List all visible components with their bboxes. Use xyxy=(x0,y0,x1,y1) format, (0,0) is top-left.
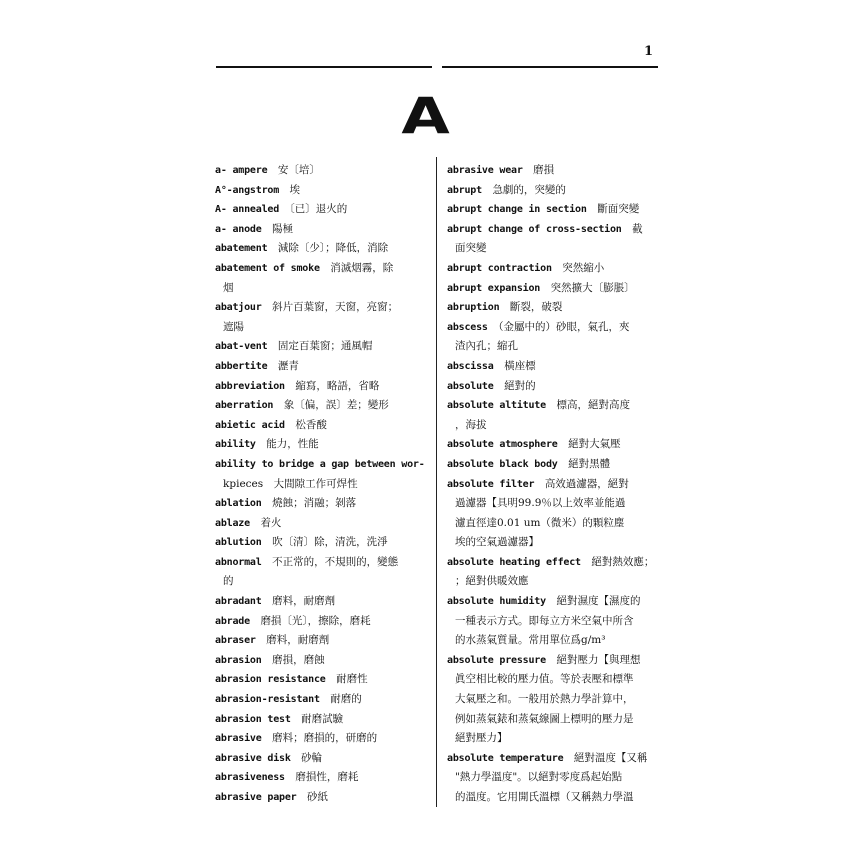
dictionary-entry xyxy=(215,749,435,769)
dictionary-entry xyxy=(215,533,435,553)
dictionary-entry xyxy=(447,514,667,534)
entry-continuation: 埃的空氣過濾器】 xyxy=(455,536,539,549)
entry-term: absolute atmosphere xyxy=(447,439,558,451)
header-rule-right xyxy=(442,66,658,68)
dictionary-entry xyxy=(215,200,435,220)
entry-continuation: 遮陽 xyxy=(223,320,244,333)
dictionary-entry xyxy=(447,729,667,749)
entry-term: ability xyxy=(215,439,256,451)
entry-definition: 截 xyxy=(632,222,643,235)
entry-definition: 耐磨試驗 xyxy=(301,712,344,725)
dictionary-entry xyxy=(215,553,435,592)
dictionary-entry xyxy=(447,592,667,631)
entry-definition: 縮寫，略語，省略 xyxy=(295,379,380,392)
entry-term: ablution xyxy=(215,537,262,549)
dictionary-entry xyxy=(447,161,667,181)
entry-continuation: 濾直徑達0.01 um（微米）的顆粒塵 xyxy=(455,516,625,529)
entry-definition: 絕對濕度【濕度的 xyxy=(556,595,641,608)
entry-term: a- anode xyxy=(215,223,262,235)
dictionary-entry xyxy=(447,533,667,553)
entry-continuation: 大氣壓之和。一般用於熱力學計算中， xyxy=(455,693,634,706)
entry-continuation: kpieces 大間隙工作可焊性 xyxy=(223,477,358,490)
dictionary-entry xyxy=(447,631,667,651)
entry-term: absolute black body xyxy=(447,458,558,470)
dictionary-entry xyxy=(215,494,435,514)
entry-definition: 砂輪 xyxy=(301,751,323,764)
entry-continuation: 的溫度。它用開氏溫標（又稱熱力學溫 xyxy=(455,791,634,803)
dictionary-entry xyxy=(447,475,667,514)
entry-definition: 磨損，磨蝕 xyxy=(272,653,325,666)
entry-definition: 耐磨的 xyxy=(330,693,362,706)
entry-term: abscissa xyxy=(447,360,494,372)
entry-definition: 急劇的，突變的 xyxy=(492,183,566,196)
entry-definition: 高效過濾器，絕對 xyxy=(544,477,629,490)
entry-term: A°-angstrom xyxy=(215,184,280,196)
entry-definition: 減除〔少〕；降低，消除 xyxy=(277,242,389,255)
entry-definition: 磨損 xyxy=(533,164,555,176)
dictionary-entry xyxy=(215,690,435,710)
dictionary-entry xyxy=(447,435,667,455)
entry-definition: 燒蝕；消融；剝落 xyxy=(272,497,357,510)
entry-definition: （金屬中的）砂眼，氣孔，夾 xyxy=(498,320,630,333)
entry-continuation: 烟 xyxy=(223,281,234,294)
entry-continuation: 過濾器【具明99.9％以上效率並能過 xyxy=(455,497,626,510)
dictionary-entry xyxy=(447,553,667,592)
dictionary-entry xyxy=(215,416,435,436)
entry-definition: 橫座標 xyxy=(504,359,536,372)
entry-term: abrasive wear xyxy=(447,165,523,176)
dictionary-entry xyxy=(215,651,435,671)
entry-term: absolute xyxy=(447,380,494,392)
entry-definition: 絕對壓力【與理想 xyxy=(556,653,641,666)
entry-term: abrasion xyxy=(215,654,262,666)
dictionary-entry xyxy=(447,298,667,318)
entry-definition: 磨損〔光〕，擦除，磨耗 xyxy=(260,614,371,627)
entry-term: abrasion-resistant xyxy=(215,694,320,706)
entry-definition: 標高，絕對高度 xyxy=(556,399,630,412)
entry-term: abietic acid xyxy=(215,419,285,431)
entry-term: abatjour xyxy=(215,302,262,314)
entry-definition: 磨料，耐磨劑 xyxy=(272,595,336,608)
dictionary-entry xyxy=(215,239,435,259)
entry-definition: 磨損性，磨耗 xyxy=(295,771,359,784)
entry-definition: 斜片百葉窗，天窗，亮窗； xyxy=(272,301,399,314)
entry-definition: 安〔培〕 xyxy=(277,164,320,176)
entry-continuation: "熱力學溫度"。以絕對零度爲起始點 xyxy=(455,771,623,784)
entry-term: absolute filter xyxy=(447,478,535,490)
entry-definition: 斷裂，破裂 xyxy=(509,301,563,314)
entry-continuation: 面突變 xyxy=(455,242,487,255)
entry-definition: 陽極 xyxy=(272,222,294,235)
dictionary-entry xyxy=(447,788,667,808)
entry-definition: 斷面突變 xyxy=(597,203,640,216)
dictionary-entry xyxy=(215,455,435,494)
page-number: 1 xyxy=(644,44,654,59)
entry-term: abatement xyxy=(215,243,268,255)
dictionary-entry xyxy=(215,377,435,397)
entry-continuation: 的 xyxy=(223,575,234,588)
entry-term: A- annealed xyxy=(215,204,280,216)
entry-term: abbertite xyxy=(215,360,268,372)
entry-term: abscess xyxy=(447,321,488,333)
entry-definition: 〔已〕退火的 xyxy=(289,203,348,216)
entry-continuation: 渣內孔；縮孔 xyxy=(455,340,518,353)
entry-term: ability to bridge a gap between wor- xyxy=(215,458,425,470)
entry-term: abnormal xyxy=(215,556,262,568)
dictionary-entry xyxy=(215,298,435,337)
entry-term: absolute heating effect xyxy=(447,556,581,568)
entry-term: abrupt contraction xyxy=(447,262,552,274)
dictionary-entry xyxy=(215,710,435,730)
entry-term: abrupt xyxy=(447,184,482,196)
dictionary-entry xyxy=(215,768,435,788)
left-column xyxy=(215,161,435,808)
dictionary-entry xyxy=(447,690,667,710)
dictionary-entry xyxy=(447,200,667,220)
entry-definition: 突然縮小 xyxy=(562,261,605,274)
dictionary-entry xyxy=(447,455,667,475)
dictionary-entry xyxy=(215,259,435,298)
entry-term: abrasive disk xyxy=(215,752,291,764)
entry-term: absolute altitute xyxy=(447,400,546,412)
entry-term: abraser xyxy=(215,635,256,647)
dictionary-entry xyxy=(215,670,435,690)
entry-definition: 象〔偏，誤〕差；變形 xyxy=(283,399,389,412)
entry-term: a- ampere xyxy=(215,165,268,176)
entry-term: abbreviation xyxy=(215,380,285,392)
entry-continuation: 的水蒸氣質量。常用單位爲g/m³ xyxy=(455,634,606,647)
entry-continuation: 絕對壓力】 xyxy=(455,732,508,745)
right-column xyxy=(447,161,667,808)
dictionary-entry xyxy=(447,279,667,299)
dictionary-entry xyxy=(215,337,435,357)
entry-term: ablation xyxy=(215,498,262,510)
header-rule-left xyxy=(216,66,432,68)
section-letter: A xyxy=(401,87,449,145)
dictionary-entry xyxy=(447,181,667,201)
entry-term: abatement of smoke xyxy=(215,262,320,274)
entry-term: abat-vent xyxy=(215,341,268,353)
entry-definition: 絕對熱效應； xyxy=(591,555,655,568)
dictionary-entry xyxy=(447,357,667,377)
entry-definition: 埃 xyxy=(289,183,301,196)
entry-definition: 砂紙 xyxy=(307,791,328,803)
entry-term: aberration xyxy=(215,400,274,412)
entry-continuation: 例如蒸氣錶和蒸氣線圖上標明的壓力是 xyxy=(455,712,634,725)
entry-definition: 突然擴大〔膨脹〕 xyxy=(550,281,635,294)
entry-term: abrupt expansion xyxy=(447,282,541,294)
entry-term: abrupt change in section xyxy=(447,204,587,216)
entry-definition: 消滅烟霧，除 xyxy=(330,261,394,274)
entry-continuation: 眞空相比較的壓力值。等於表壓和標準 xyxy=(455,673,634,686)
entry-definition: 耐磨性 xyxy=(336,673,368,686)
entry-term: abrupt change of cross-section xyxy=(447,223,622,235)
entry-definition: 絕對黑體 xyxy=(568,457,611,470)
entry-term: abrade xyxy=(215,615,250,627)
entry-term: abrasion test xyxy=(215,713,291,725)
column-divider xyxy=(436,157,437,807)
dictionary-entry xyxy=(215,161,435,181)
entry-definition: 絕對溫度【又稱 xyxy=(573,751,648,764)
dictionary-entry xyxy=(447,749,667,788)
entry-definition: 固定百葉窗；通風帽 xyxy=(277,340,373,353)
entry-definition: 瀝青 xyxy=(277,359,299,372)
entry-definition: 松香酸 xyxy=(295,418,327,431)
dictionary-entry xyxy=(215,220,435,240)
entry-term: abrasion resistance xyxy=(215,674,326,686)
dictionary-entry xyxy=(447,710,667,730)
entry-definition: 磨料；磨損的，研磨的 xyxy=(272,732,378,745)
entry-term: absolute temperature xyxy=(447,752,564,764)
entry-term: absolute humidity xyxy=(447,596,546,608)
entry-term: ablaze xyxy=(215,517,250,529)
dictionary-entry xyxy=(215,396,435,416)
entry-definition: 絕對大氣壓 xyxy=(568,438,621,451)
entry-term: abrasive xyxy=(215,733,262,745)
dictionary-entry xyxy=(215,181,435,201)
dictionary-entry xyxy=(447,318,667,357)
dictionary-entry xyxy=(215,357,435,377)
dictionary-entry xyxy=(215,514,435,534)
entry-term: abruption xyxy=(447,302,500,314)
entry-continuation: 一種表示方式。即每立方米空氣中所含 xyxy=(455,614,634,627)
entry-term: abrasive paper xyxy=(215,792,297,803)
entry-continuation: ，海拔 xyxy=(455,418,487,431)
entry-definition: 着火 xyxy=(260,516,282,529)
entry-continuation: ；絕對供暖效應 xyxy=(455,575,529,588)
entry-term: absolute pressure xyxy=(447,654,546,666)
entry-definition: 不正常的，不規則的，變態 xyxy=(272,555,399,568)
entry-definition: 吹〔清〕除，清洗，洗淨 xyxy=(272,536,388,549)
entry-definition: 絕對的 xyxy=(504,379,536,392)
entry-term: abrasiveness xyxy=(215,772,285,784)
dictionary-entry xyxy=(447,377,667,397)
dictionary-entry xyxy=(447,396,667,435)
dictionary-entry xyxy=(447,220,667,259)
dictionary-entry xyxy=(215,631,435,651)
dictionary-entry xyxy=(215,592,435,612)
entry-definition: 磨料，耐磨劑 xyxy=(266,634,330,647)
dictionary-entry xyxy=(215,612,435,632)
dictionary-entry xyxy=(215,435,435,455)
entry-term: abradant xyxy=(215,596,262,608)
dictionary-entry xyxy=(447,259,667,279)
entry-definition: 能力，性能 xyxy=(266,438,319,451)
dictionary-entry xyxy=(215,788,435,808)
dictionary-entry xyxy=(215,729,435,749)
dictionary-entry xyxy=(447,651,667,690)
